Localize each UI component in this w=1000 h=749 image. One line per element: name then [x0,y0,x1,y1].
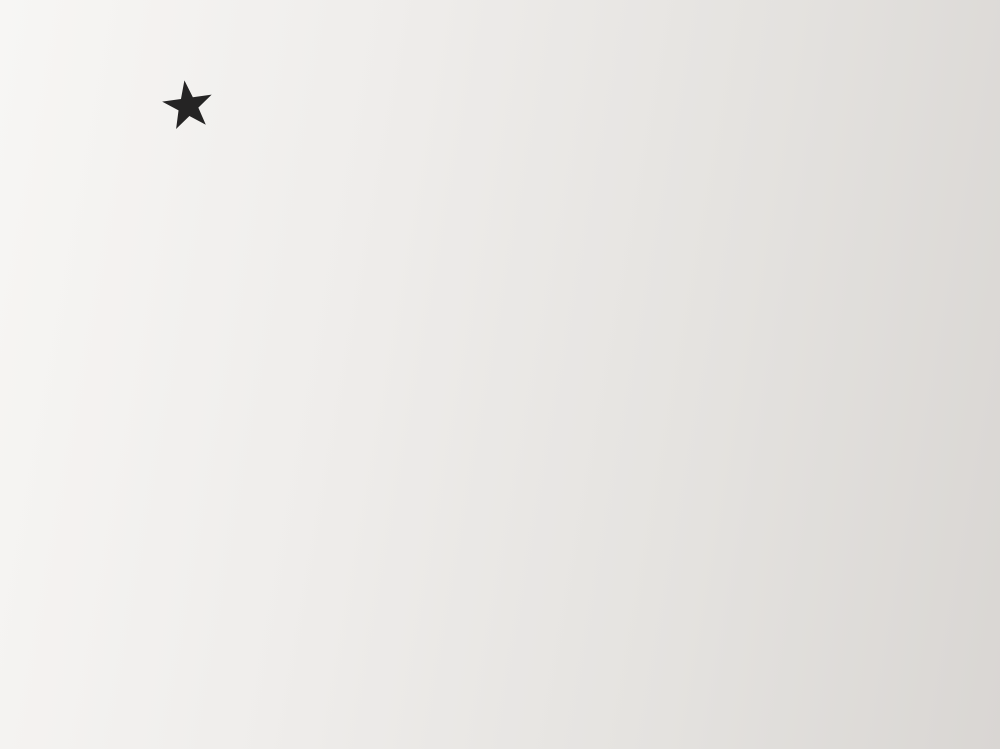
official-seal [104,28,274,198]
